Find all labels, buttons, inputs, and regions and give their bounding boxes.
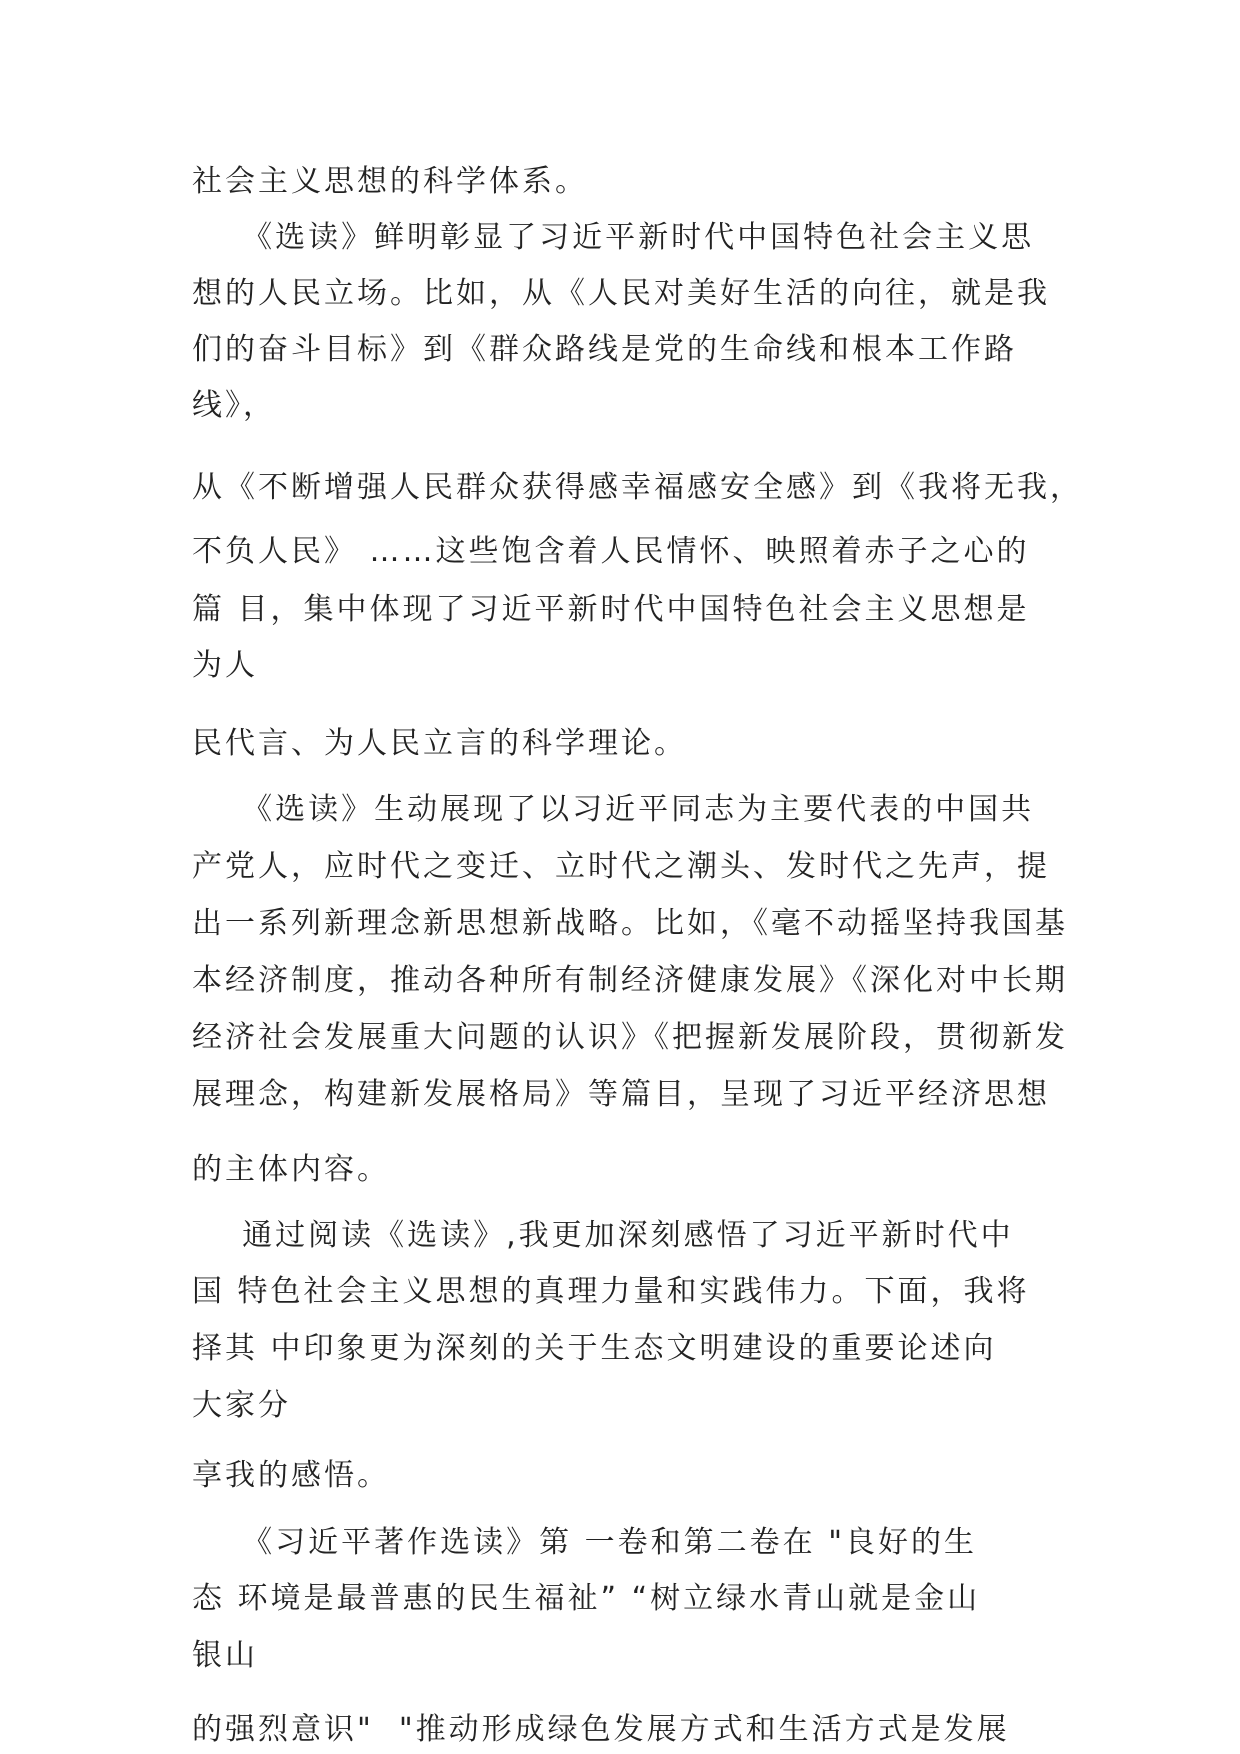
text-line: 出一系列新理念新思想新战略。比如，《毫不动摇坚持我国基 (192, 906, 1068, 941)
text-line: 产党人，应时代之变迁、立时代之潮头、发时代之先声，提 (192, 849, 1050, 884)
text-line: 不负人民》 ……这些饱含着人民情怀、映照着赤子之心的 (192, 534, 1030, 569)
text-line: 民代言、为人民立言的科学理论。 (192, 726, 687, 761)
text-line: 线》， (192, 388, 276, 423)
text-line: 们的奋斗目标》到《群众路线是党的生命线和根本工作路 (192, 332, 1017, 367)
text-line: 社会主义思想的科学体系。 (192, 164, 588, 199)
text-line: 《选读》生动展现了以习近平同志为主要代表的中国共 (192, 792, 1035, 827)
text-line: 从《不断增强人民群众获得感幸福感安全感》到《我将无我， (192, 470, 1083, 505)
text-line: 为人 (192, 648, 258, 683)
text-line: 享我的感悟。 (192, 1458, 390, 1493)
text-line: 想的人民立场。比如，从《人民对美好生活的向往，就是我 (192, 276, 1050, 311)
text-line: 《选读》鲜明彰显了习近平新时代中国特色社会主义思 (192, 220, 1035, 255)
text-line: 展理念，构建新发展格局》等篇目，呈现了习近平经济思想 (192, 1077, 1050, 1112)
text-line: 的主体内容。 (192, 1152, 390, 1187)
text-line: 国 特色社会主义思想的真理力量和实践伟力。下面，我将 (192, 1274, 1030, 1309)
text-line: 大家分 (192, 1388, 291, 1423)
text-line: 经济社会发展重大问题的认识》《把握新发展阶段，贯彻新发 (192, 1020, 1068, 1055)
text-line: 篇 目，集中体现了习近平新时代中国特色社会主义思想是 (192, 592, 1030, 627)
text-line: 态 环境是最普惠的民生福祉” “树立绿水青山就是金山 (192, 1581, 981, 1616)
text-line: 《习近平著作选读》第 一卷和第二卷在 "良好的生 (192, 1525, 978, 1560)
text-line: 的强烈意识" "推动形成绿色发展方式和生活方式是发展 (192, 1712, 1010, 1747)
text-line: 银山 (192, 1638, 258, 1673)
text-line: 择其 中印象更为深刻的关于生态文明建设的重要论述向 (192, 1331, 997, 1366)
text-line: 通过阅读《选读》,我更加深刻感悟了习近平新时代中 (192, 1218, 1014, 1253)
text-line: 本经济制度，推动各种所有制经济健康发展》《深化对中长期 (192, 963, 1068, 998)
